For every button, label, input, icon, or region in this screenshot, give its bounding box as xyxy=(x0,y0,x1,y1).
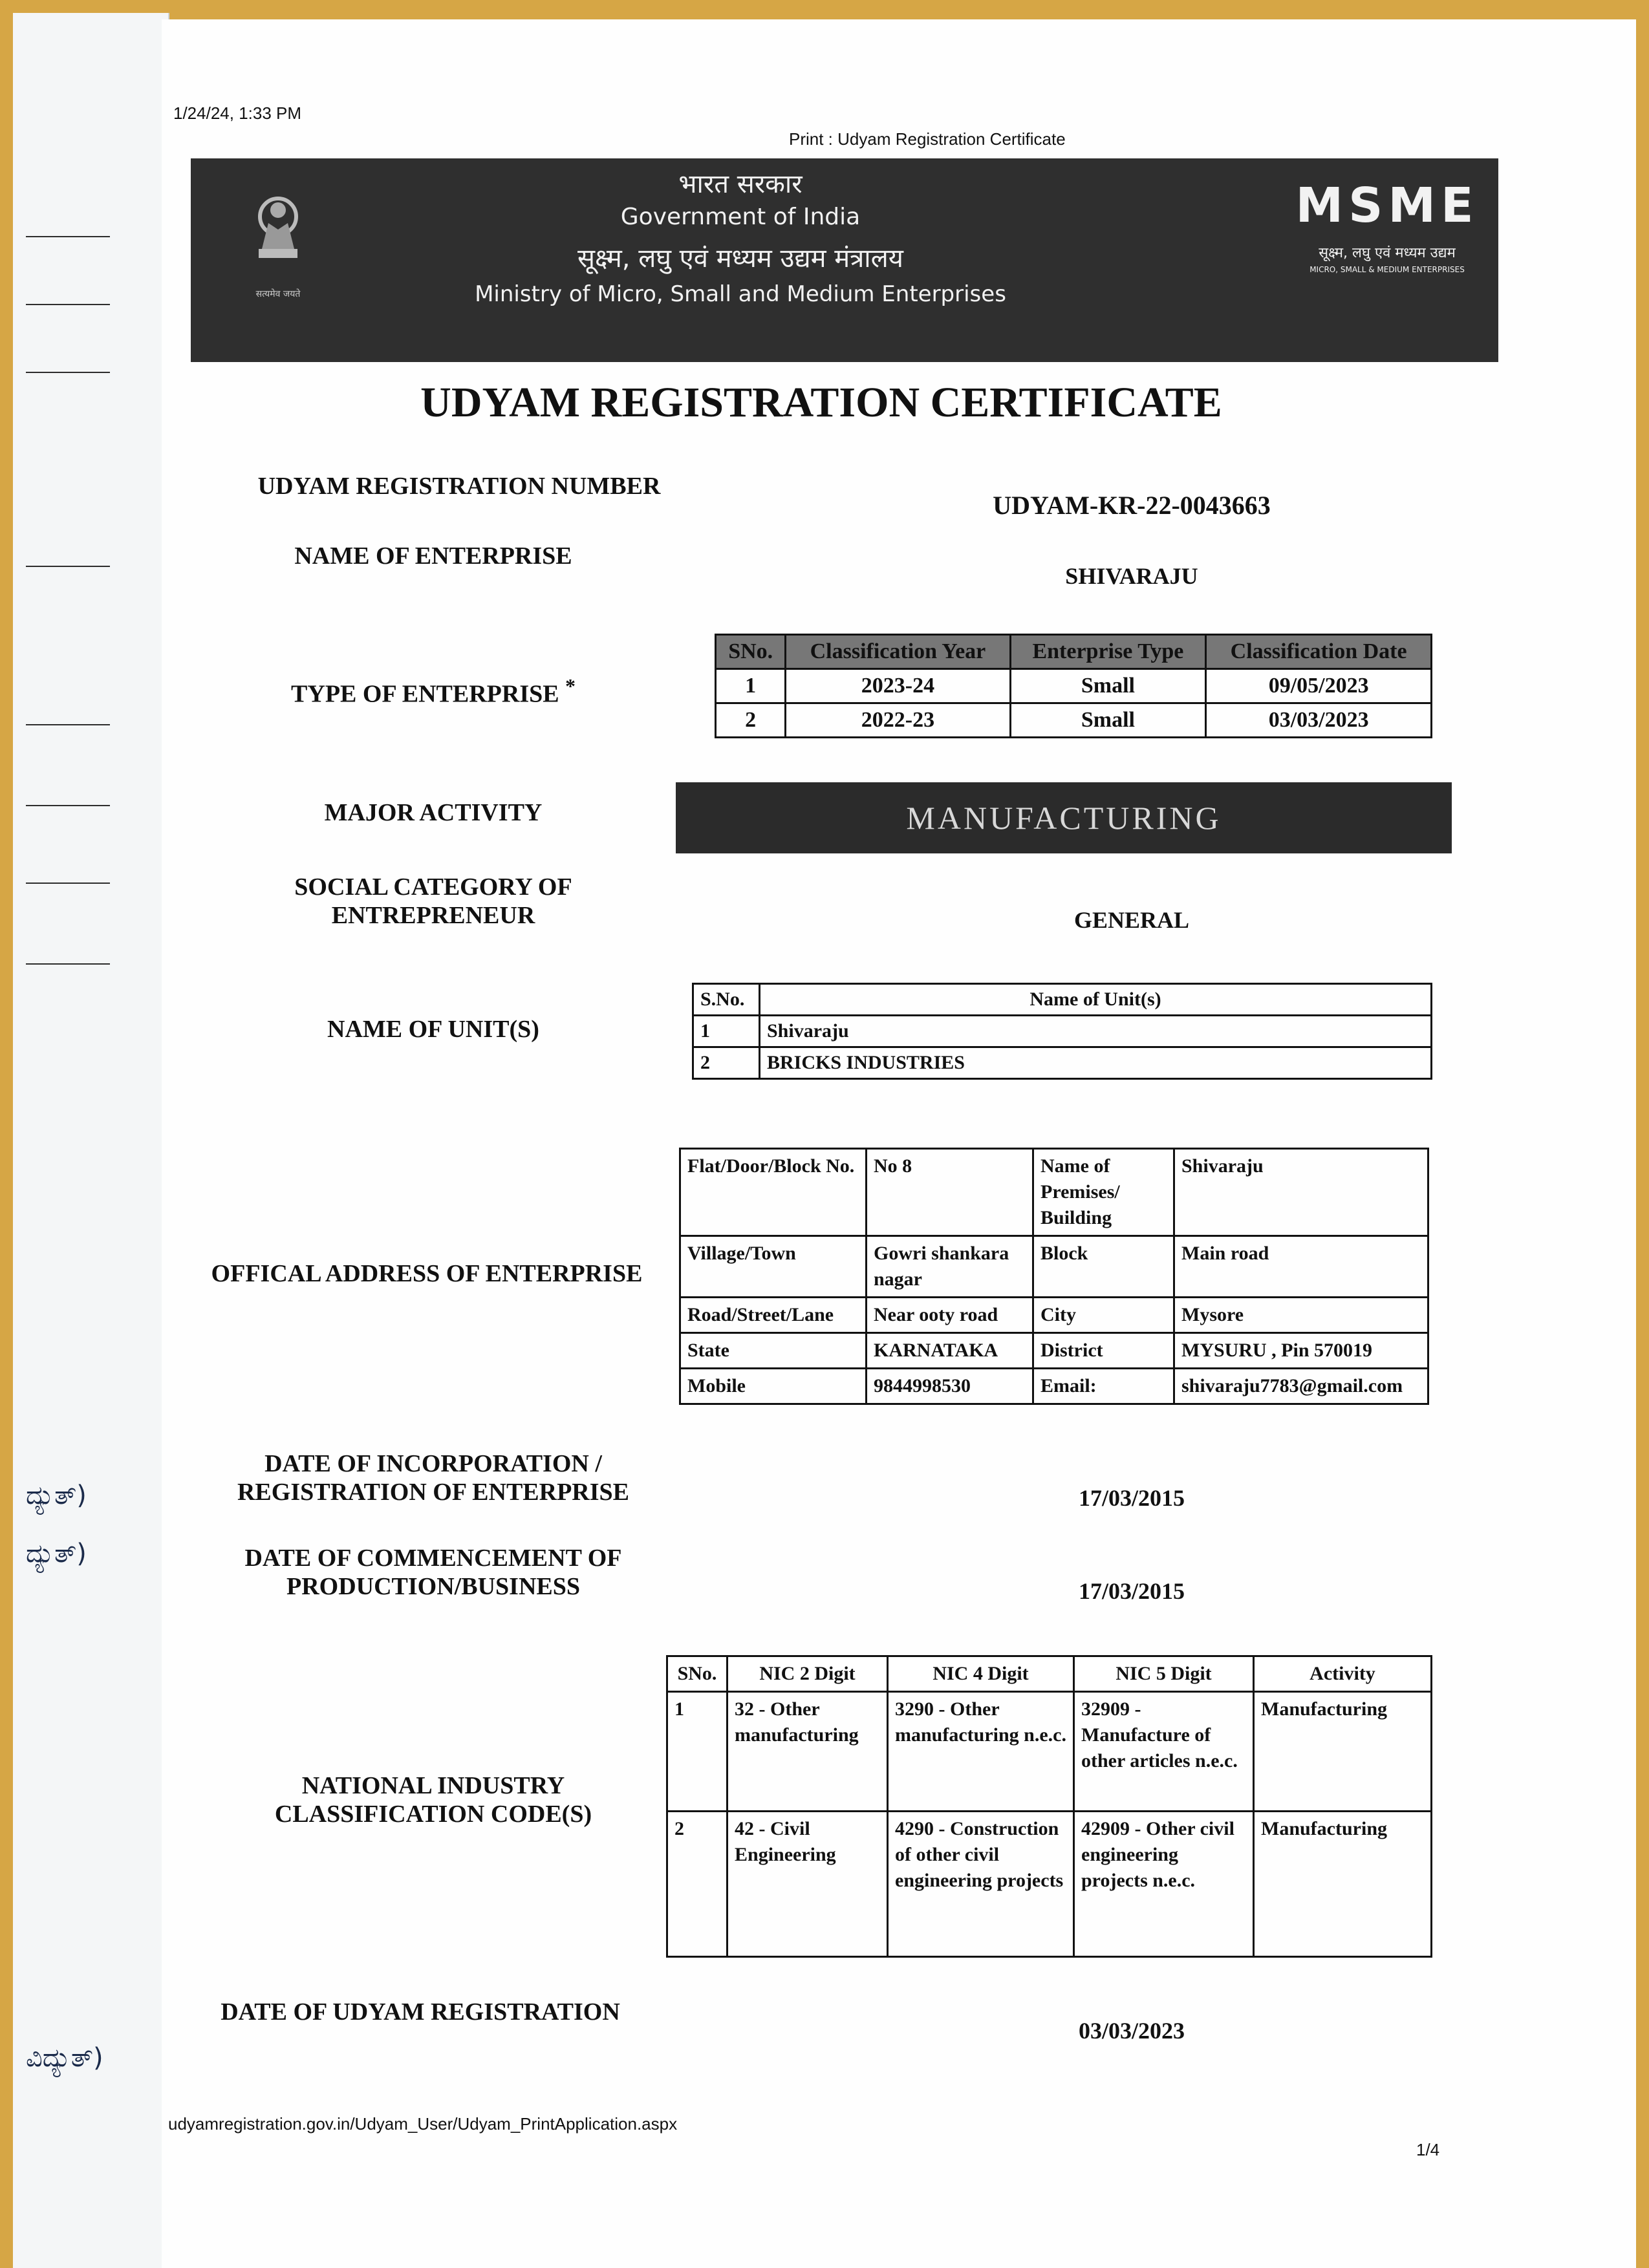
table-row xyxy=(693,1047,1432,1079)
address-table xyxy=(679,1148,1429,1405)
udyam-date: 03/03/2023 xyxy=(1078,2018,1185,2044)
rule-line xyxy=(26,963,110,965)
table-cell: Name of Premises/ Building xyxy=(1033,1149,1174,1236)
table-cell: BRICKS INDUSTRIES xyxy=(760,1047,1432,1079)
enterprise-name: SHIVARAJU xyxy=(1065,563,1198,589)
table-cell: City xyxy=(1033,1298,1174,1333)
units-table xyxy=(692,983,1432,1080)
table-cell: shivaraju7783@gmail.com xyxy=(1174,1369,1428,1404)
table-row xyxy=(667,1812,1432,1957)
rule-line xyxy=(26,805,110,806)
table-row xyxy=(680,1149,1428,1236)
table-cell: Village/Town xyxy=(680,1236,867,1298)
commencement-date-label: DATE OF COMMENCEMENT OF PRODUCTION/BUSINESS xyxy=(244,1545,622,1600)
rule-line xyxy=(26,724,110,725)
table-cell: Near ooty road xyxy=(867,1298,1033,1333)
banner-hindi-ministry: सूक्ष्म, लघु एवं मध्यम उद्यम मंत्रालय xyxy=(577,244,903,273)
table-cell: Main road xyxy=(1174,1236,1428,1298)
table-cell: District xyxy=(1033,1333,1174,1369)
table-cell: 32 - Other manufacturing xyxy=(727,1692,888,1812)
table-cell: Small xyxy=(1010,703,1206,738)
table-cell: Email: xyxy=(1033,1369,1174,1404)
table-cell: Mobile xyxy=(680,1369,867,1404)
table-row xyxy=(680,1298,1428,1333)
government-banner xyxy=(191,158,1498,362)
nic-codes-label: NATIONAL INDUSTRY CLASSIFICATION CODE(S) xyxy=(274,1772,592,1828)
print-datetime: 1/24/24, 1:33 PM xyxy=(173,103,302,123)
enterprise-name-label: NAME OF ENTERPRISE xyxy=(294,542,572,570)
table-header: S.No. xyxy=(693,984,760,1016)
table-cell: Shivaraju xyxy=(760,1016,1432,1047)
udyam-date-label: DATE OF UDYAM REGISTRATION xyxy=(221,1998,620,2026)
rule-line xyxy=(26,236,110,237)
table-header: NIC 2 Digit xyxy=(727,1656,888,1692)
table-header: Enterprise Type xyxy=(1010,635,1206,669)
table-cell: 4290 - Construction of other civil engineering projects xyxy=(888,1812,1074,1957)
table-cell: Manufacturing xyxy=(1254,1692,1432,1812)
enterprise-type-label: TYPE OF ENTERPRISE * xyxy=(291,675,576,708)
reg-number-label: UDYAM REGISTRATION NUMBER xyxy=(257,473,661,500)
rule-line xyxy=(26,304,110,305)
emblem-caption: सत्यमेव जयते xyxy=(255,289,301,299)
table-header: Activity xyxy=(1254,1656,1432,1692)
table-cell: Shivaraju xyxy=(1174,1149,1428,1236)
table-header: SNo. xyxy=(667,1656,727,1692)
table-cell: 2 xyxy=(693,1047,760,1079)
table-header: Name of Unit(s) xyxy=(760,984,1432,1016)
table-cell: State xyxy=(680,1333,867,1369)
table-cell: 1 xyxy=(716,669,786,703)
table-cell: Road/Street/Lane xyxy=(680,1298,867,1333)
table-cell: 2 xyxy=(667,1812,727,1957)
social-category-label: SOCIAL CATEGORY OF ENTREPRENEUR xyxy=(294,873,572,929)
table-cell: Flat/Door/Block No. xyxy=(680,1149,867,1236)
table-cell: Gowri shankara nagar xyxy=(867,1236,1033,1298)
social-category: GENERAL xyxy=(1073,907,1190,933)
text-fragment: ವಿದ್ಯುತ್) xyxy=(26,2043,103,2073)
table-row xyxy=(716,703,1432,738)
incorporation-date: 17/03/2015 xyxy=(1078,1485,1185,1511)
table-row xyxy=(716,669,1432,703)
table-header: NIC 4 Digit xyxy=(888,1656,1074,1692)
msme-caption: MICRO, SMALL & MEDIUM ENTERPRISES xyxy=(1310,265,1465,274)
commencement-date: 17/03/2015 xyxy=(1078,1578,1185,1604)
table-header: SNo. xyxy=(716,635,786,669)
table-row xyxy=(680,1236,1428,1298)
underlying-page-edge xyxy=(13,13,169,2268)
table-cell: 2022-23 xyxy=(786,703,1010,738)
major-activity-label: MAJOR ACTIVITY xyxy=(324,799,543,826)
nic-codes-table xyxy=(666,1655,1432,1958)
table-cell: No 8 xyxy=(867,1149,1033,1236)
table-cell: MYSURU , Pin 570019 xyxy=(1174,1333,1428,1369)
table-cell: Mysore xyxy=(1174,1298,1428,1333)
enterprise-type-table xyxy=(715,634,1432,738)
certificate-title: UDYAM REGISTRATION CERTIFICATE xyxy=(420,379,1222,426)
banner-ministry: Ministry of Micro, Small and Medium Enterprises xyxy=(475,281,1006,307)
certificate-page xyxy=(162,19,1636,2268)
msme-logo: MSME xyxy=(1295,178,1479,233)
table-row xyxy=(693,1016,1432,1047)
table-header: Classification Year xyxy=(786,635,1010,669)
table-cell: Block xyxy=(1033,1236,1174,1298)
rule-line xyxy=(26,883,110,884)
table-cell: 2 xyxy=(716,703,786,738)
rule-line xyxy=(26,566,110,567)
table-row xyxy=(667,1692,1432,1812)
table-header: NIC 5 Digit xyxy=(1074,1656,1254,1692)
table-cell: Small xyxy=(1010,669,1206,703)
text-fragment: ದ್ಯುತ್) xyxy=(26,1481,87,1510)
table-cell: 1 xyxy=(667,1692,727,1812)
table-cell: 42 - Civil Engineering xyxy=(727,1812,888,1957)
table-header: Classification Date xyxy=(1206,635,1432,669)
msme-hindi-caption: सूक्ष्म, लघु एवं मध्यम उद्यम xyxy=(1319,245,1456,261)
banner-government: Government of India xyxy=(620,204,861,230)
table-cell: 32909 - Manufacture of other articles n.e.c. xyxy=(1074,1692,1254,1812)
table-cell: 42909 - Other civil engineering projects n.e.c. xyxy=(1074,1812,1254,1957)
banner-hindi-government: भारत सरकार xyxy=(678,169,803,199)
major-activity-value: MANUFACTURING xyxy=(676,782,1452,853)
table-row xyxy=(680,1369,1428,1404)
units-label: NAME OF UNIT(S) xyxy=(327,1016,539,1043)
print-title: Print : Udyam Registration Certificate xyxy=(789,129,1066,149)
table-cell: 1 xyxy=(693,1016,760,1047)
table-cell: 09/05/2023 xyxy=(1206,669,1432,703)
table-cell: 03/03/2023 xyxy=(1206,703,1432,738)
table-row xyxy=(680,1333,1428,1369)
reg-number: UDYAM-KR-22-0043663 xyxy=(993,491,1271,520)
table-cell: 3290 - Other manufacturing n.e.c. xyxy=(888,1692,1074,1812)
type-asterisk: * xyxy=(565,675,576,698)
rule-line xyxy=(26,372,110,373)
table-cell: Manufacturing xyxy=(1254,1812,1432,1957)
table-cell: 2023-24 xyxy=(786,669,1010,703)
footer-url: udyamregistration.gov.in/Udyam_User/Udyam_PrintApplication.aspx xyxy=(168,2114,678,2134)
table-cell: KARNATAKA xyxy=(867,1333,1033,1369)
text-fragment: ದ್ಯುತ್) xyxy=(26,1539,87,1568)
incorporation-date-label: DATE OF INCORPORATION / REGISTRATION OF ENTERPRISE xyxy=(237,1450,629,1506)
table-cell: 9844998530 xyxy=(867,1369,1033,1404)
page-number: 1/4 xyxy=(1416,2140,1440,2159)
address-label: OFFICAL ADDRESS OF ENTERPRISE xyxy=(211,1260,643,1287)
